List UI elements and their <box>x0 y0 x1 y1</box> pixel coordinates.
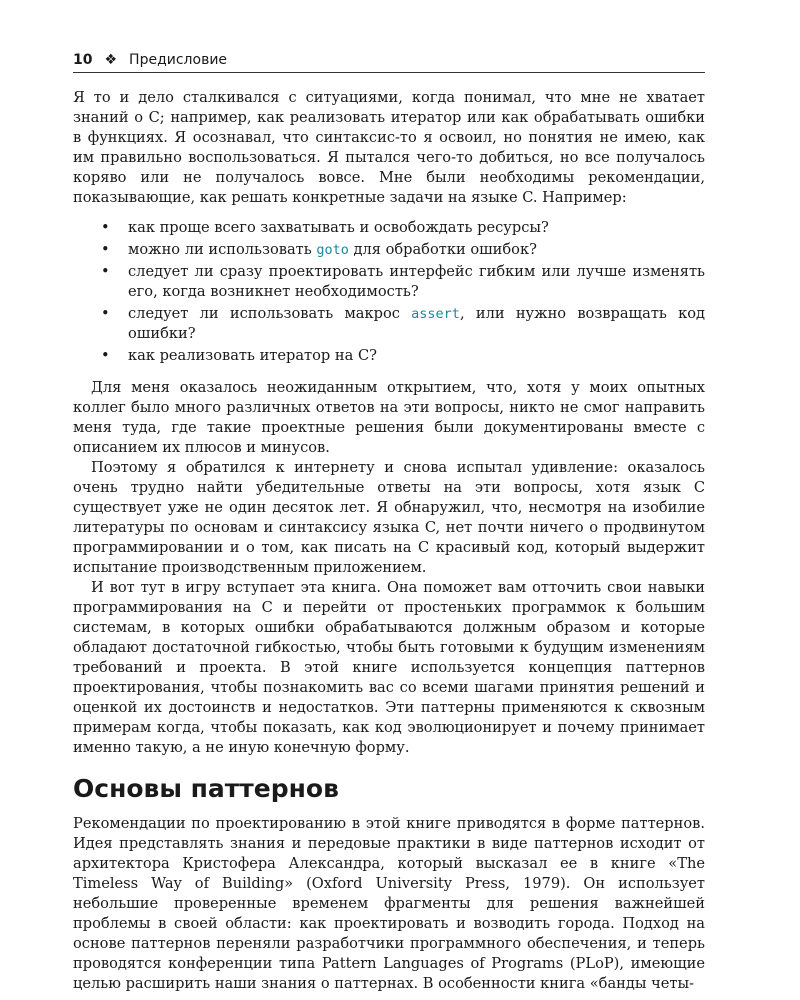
list-item: • следует ли сразу проектировать интерфейс гибким или лучше изменять его, когда возникнет необходимость? <box>101 263 705 300</box>
page-number: 10 <box>73 52 93 68</box>
bullet-icon: • <box>101 219 110 236</box>
page-body <box>73 88 705 994</box>
code-goto: goto <box>316 242 349 258</box>
ornament-icon: ❖ <box>104 52 118 68</box>
section-heading: Основы паттернов <box>73 774 339 803</box>
body-paragraph: Для меня оказалось неожиданным открытием, что, хотя у моих опытных коллег было много различных ответов на эти вопросы, никто не смог направить меня туда, где такие проектные решения были документированы вместе с описанием их плюсов и минусов. <box>73 379 705 456</box>
running-header <box>73 50 705 73</box>
bullet-icon: • <box>101 241 110 258</box>
list-item: • как проще всего захватывать и освобождать ресурсы? <box>101 219 549 236</box>
section-title: Предисловие <box>129 52 228 68</box>
bullet-icon: • <box>101 305 110 322</box>
bullet-icon: • <box>101 263 110 280</box>
list-item: • как реализовать итератор на C? <box>101 347 377 364</box>
question-list <box>73 218 705 366</box>
intro-paragraph: Я то и дело сталкивался с ситуациями, когда понимал, что мне не хватает знаний о C; например, как реализовать итератор или как обрабатывать ошибки в функциях. Я осознавал, что синтаксис-то я освоил, но понятия не имею, как им правильно воспользоваться. Я пытался чего-то добиться, но все получалось коряво или не получалось вовсе. Мне были необходимы рекомендации, показывающие, как решать конкретные задачи на языке C. Например: <box>73 89 705 206</box>
list-item: • можно ли использовать goto для обработки ошибок? <box>101 241 537 258</box>
body-paragraph: Поэтому я обратился к интернету и снова испытал удивление: оказалось очень трудно найти убедительные ответы на эти вопросы, хотя язык C существует уже не один десяток лет. Я обнаружил, что, несмотря на изобилие литературы по основам и синтаксису языка C, нет почти ничего о продвинутом программировании и о том, как писать на C красивый код, который выдержит испытание производственным приложением. <box>73 459 705 576</box>
bullet-icon: • <box>101 347 110 364</box>
section-paragraph: Рекомендации по проектированию в этой книге приводятся в форме паттернов. Идея представлять знания и передовые практики в виде паттернов исходит от архитектора Кристофера Александра, который высказал ее в книге «The Timeless Way of Building» (Oxford University Press, 1979). Он использует небольшие проверенные временем фрагменты для решения важнейшей проблемы в своей области: как проектировать и возводить города. Подход на основе паттернов переняли разработчики программного обеспечения, и теперь проводятся конференции типа Pattern Languages of Programs (PLoP), имеющие целью расширить наши знания о паттернах. В особенности книга «банды четы- <box>73 815 705 992</box>
code-assert: assert <box>411 306 460 322</box>
list-item: • следует ли использовать макрос assert, или нужно возвращать код ошибки? <box>101 305 705 342</box>
body-paragraph: И вот тут в игру вступает эта книга. Она поможет вам отточить свои навыки программирования на C и перейти от простеньких программок к большим системам, в которых ошибки обрабатываются должным образом и которые обладают достаточной гибкостью, чтобы быть готовыми к будущим изменениям требований и проекта. В этой книге используется концепция паттернов проектирования, чтобы познакомить вас со всеми шагами принятия решений и оценкой их достоинств и недостатков. Эти паттерны применяются к сквозным примерам когда, чтобы показать, как код эволюционирует и почему принимает именно такую, а не иную конечную форму. <box>73 579 705 756</box>
